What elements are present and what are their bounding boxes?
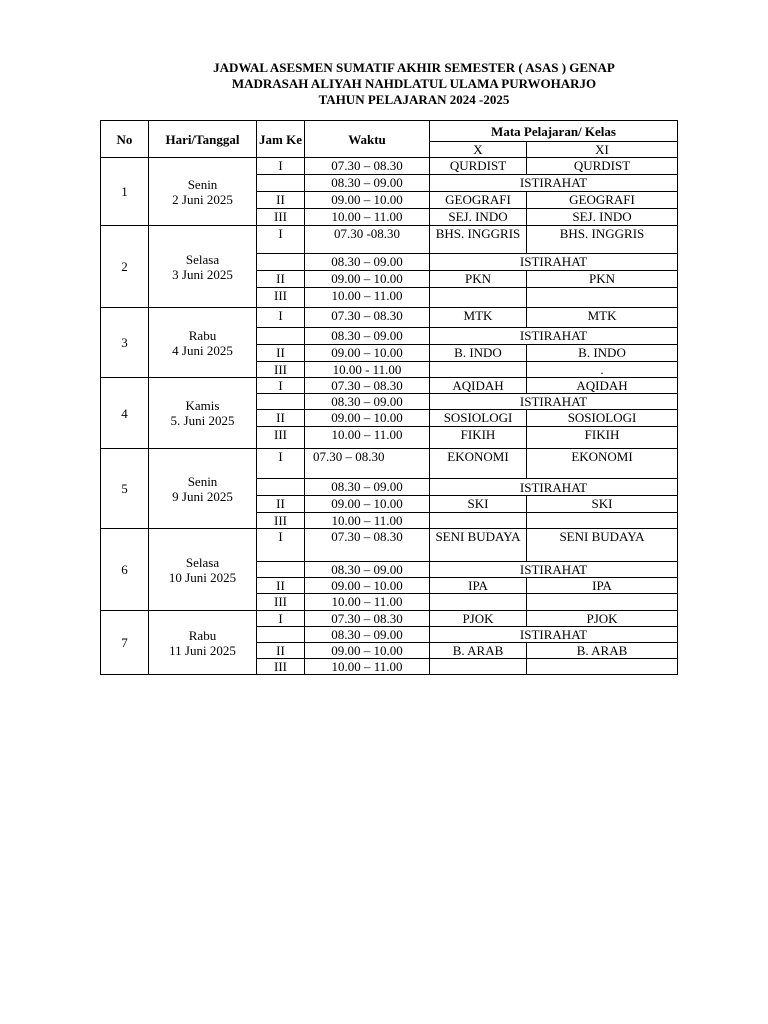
- cell-waktu: 10.00 – 11.00: [305, 513, 430, 529]
- table-row: [101, 308, 678, 328]
- cell-kelas-x: SENI BUDAYA: [430, 529, 527, 562]
- cell-waktu: 08.30 – 09.00: [305, 627, 430, 643]
- cell-istirahat: ISTIRAHAT: [430, 175, 678, 192]
- cell-jam: [257, 562, 305, 578]
- cell-waktu: 10.00 – 11.00: [305, 427, 430, 449]
- day-name: Selasa: [185, 251, 220, 267]
- cell-jam: I: [257, 378, 305, 394]
- title-line-1: JADWAL ASESMEN SUMATIF AKHIR SEMESTER ( ASAS ) GENAP: [213, 60, 615, 75]
- cell-kelas-xi: SOSIOLOGI: [527, 410, 678, 427]
- cell-kelas-x: IPA: [430, 578, 527, 594]
- cell-kelas-x: SOSIOLOGI: [430, 410, 527, 427]
- cell-waktu: 08.30 – 09.00: [305, 479, 430, 496]
- cell-hari-tanggal: [149, 378, 257, 449]
- cell-kelas-x: [430, 288, 527, 308]
- cell-kelas-x: FIKIH: [430, 427, 527, 449]
- day-name: Kamis: [185, 398, 220, 413]
- day-name: Senin: [187, 176, 218, 192]
- table-row: [101, 529, 678, 562]
- day-name: Senin: [187, 473, 218, 489]
- cell-no: 7: [101, 611, 149, 675]
- cell-waktu: 09.00 – 10.00: [305, 410, 430, 427]
- cell-no: 3: [101, 308, 149, 378]
- cell-kelas-xi: SKI: [527, 496, 678, 513]
- cell-jam: III: [257, 288, 305, 308]
- cell-kelas-xi: BHS. INGGRIS: [527, 226, 678, 254]
- cell-hari-tanggal: [149, 449, 257, 529]
- cell-kelas-x: [430, 594, 527, 611]
- day-name: Selasa: [185, 554, 220, 570]
- day-name: Rabu: [188, 327, 217, 343]
- cell-waktu: 09.00 – 10.00: [305, 643, 430, 659]
- header-kelas-x: X: [430, 142, 527, 158]
- table-row: [101, 449, 678, 479]
- cell-jam: II: [257, 345, 305, 362]
- day-date: 4 Juni 2025: [172, 342, 233, 358]
- cell-kelas-x: AQIDAH: [430, 378, 527, 394]
- day-date: 11 Juni 2025: [169, 642, 236, 658]
- cell-waktu: 08.30 – 09.00: [305, 328, 430, 345]
- cell-waktu: 07.30 – 08.30: [305, 308, 430, 328]
- cell-waktu: 07.30 – 08.30: [305, 378, 430, 394]
- cell-waktu: 08.30 – 09.00: [305, 394, 430, 410]
- cell-waktu: 09.00 – 10.00: [305, 192, 430, 209]
- cell-jam: I: [257, 226, 305, 254]
- cell-kelas-x: [430, 362, 527, 378]
- cell-kelas-xi: B. ARAB: [527, 643, 678, 659]
- schedule-body: [101, 158, 678, 675]
- day-name: Rabu: [188, 627, 217, 643]
- cell-jam: I: [257, 158, 305, 175]
- cell-kelas-xi: EKONOMI: [527, 449, 678, 479]
- cell-waktu: 07.30 – 08.30: [305, 611, 430, 627]
- cell-istirahat: ISTIRAHAT: [430, 328, 678, 345]
- cell-waktu: 08.30 – 09.00: [305, 254, 430, 271]
- cell-waktu: 07.30 -08.30: [305, 226, 430, 254]
- cell-no: 6: [101, 529, 149, 611]
- cell-kelas-xi: PJOK: [527, 611, 678, 627]
- cell-jam: [257, 394, 305, 410]
- cell-hari-tanggal: [149, 611, 257, 675]
- cell-kelas-xi: GEOGRAFI: [527, 192, 678, 209]
- header-mata-pelajaran: Mata Pelajaran/ Kelas: [430, 121, 678, 142]
- cell-waktu: 08.30 – 09.00: [305, 562, 430, 578]
- cell-jam: II: [257, 271, 305, 288]
- cell-istirahat: ISTIRAHAT: [430, 479, 678, 496]
- day-date: 10 Juni 2025: [168, 569, 237, 585]
- cell-kelas-x: BHS. INGGRIS: [430, 226, 527, 254]
- cell-waktu: 09.00 – 10.00: [305, 578, 430, 594]
- cell-kelas-xi: [527, 288, 678, 308]
- day-date: 3 Juni 2025: [172, 266, 233, 282]
- cell-jam: II: [257, 643, 305, 659]
- cell-kelas-xi: SEJ. INDO: [527, 209, 678, 226]
- cell-jam: I: [257, 529, 305, 562]
- title-line-2: MADRASAH ALIYAH NAHDLATUL ULAMA PURWOHARJO: [231, 76, 597, 91]
- header-waktu: Waktu: [305, 121, 430, 158]
- cell-jam: III: [257, 659, 305, 675]
- cell-kelas-x: SEJ. INDO: [430, 209, 527, 226]
- cell-istirahat: ISTIRAHAT: [430, 394, 678, 410]
- schedule-table: [100, 120, 678, 675]
- cell-kelas-x: [430, 659, 527, 675]
- cell-hari-tanggal: [149, 226, 257, 308]
- cell-kelas-xi: [527, 659, 678, 675]
- header-hari-tanggal: Hari/Tanggal: [149, 121, 257, 158]
- cell-no: 5: [101, 449, 149, 529]
- cell-jam: III: [257, 209, 305, 226]
- cell-jam: II: [257, 410, 305, 427]
- cell-kelas-xi: FIKIH: [527, 427, 678, 449]
- cell-jam: I: [257, 611, 305, 627]
- cell-jam: I: [257, 308, 305, 328]
- cell-waktu: 07.30 – 08.30: [305, 449, 430, 479]
- document-title: [100, 60, 728, 108]
- cell-hari-tanggal: [149, 158, 257, 226]
- cell-istirahat: ISTIRAHAT: [430, 627, 678, 643]
- day-date: 5. Juni 2025: [170, 413, 235, 428]
- table-row: [101, 378, 678, 394]
- cell-jam: [257, 254, 305, 271]
- cell-kelas-x: PKN: [430, 271, 527, 288]
- cell-kelas-xi: IPA: [527, 578, 678, 594]
- cell-kelas-x: MTK: [430, 308, 527, 328]
- cell-waktu: 10.00 - 11.00: [305, 362, 430, 378]
- cell-kelas-xi: QURDIST: [527, 158, 678, 175]
- cell-kelas-xi: B. INDO: [527, 345, 678, 362]
- cell-kelas-x: B. ARAB: [430, 643, 527, 659]
- cell-kelas-x: GEOGRAFI: [430, 192, 527, 209]
- cell-kelas-xi: .: [527, 362, 678, 378]
- table-row: [101, 158, 678, 175]
- title-line-3: TAHUN PELAJARAN 2024 -2025: [318, 92, 510, 107]
- cell-waktu: 10.00 – 11.00: [305, 594, 430, 611]
- cell-jam: [257, 175, 305, 192]
- cell-jam: III: [257, 513, 305, 529]
- day-date: 9 Juni 2025: [172, 488, 233, 504]
- cell-no: 4: [101, 378, 149, 449]
- cell-waktu: 09.00 – 10.00: [305, 271, 430, 288]
- cell-jam: III: [257, 594, 305, 611]
- cell-kelas-xi: [527, 513, 678, 529]
- cell-jam: III: [257, 362, 305, 378]
- cell-kelas-xi: AQIDAH: [527, 378, 678, 394]
- cell-waktu: 09.00 – 10.00: [305, 496, 430, 513]
- cell-hari-tanggal: [149, 529, 257, 611]
- cell-kelas-x: B. INDO: [430, 345, 527, 362]
- cell-kelas-x: [430, 513, 527, 529]
- header-jam-ke: Jam Ke: [257, 121, 305, 158]
- cell-kelas-xi: SENI BUDAYA: [527, 529, 678, 562]
- cell-jam: [257, 328, 305, 345]
- cell-waktu: 10.00 – 11.00: [305, 659, 430, 675]
- cell-kelas-xi: [527, 594, 678, 611]
- table-row: [101, 611, 678, 627]
- cell-waktu: 08.30 – 09.00: [305, 175, 430, 192]
- cell-jam: [257, 479, 305, 496]
- cell-istirahat: ISTIRAHAT: [430, 562, 678, 578]
- cell-kelas-xi: MTK: [527, 308, 678, 328]
- cell-waktu: 10.00 – 11.00: [305, 288, 430, 308]
- cell-jam: II: [257, 578, 305, 594]
- cell-jam: II: [257, 496, 305, 513]
- cell-jam: [257, 627, 305, 643]
- cell-waktu: 07.30 – 08.30: [305, 529, 430, 562]
- cell-no: 2: [101, 226, 149, 308]
- header-no: No: [101, 121, 149, 158]
- cell-istirahat: ISTIRAHAT: [430, 254, 678, 271]
- table-row: [101, 226, 678, 254]
- cell-jam: III: [257, 427, 305, 449]
- cell-kelas-x: EKONOMI: [430, 449, 527, 479]
- cell-waktu: 10.00 – 11.00: [305, 209, 430, 226]
- cell-waktu: 07.30 – 08.30: [305, 158, 430, 175]
- cell-kelas-x: PJOK: [430, 611, 527, 627]
- cell-kelas-x: QURDIST: [430, 158, 527, 175]
- cell-jam: I: [257, 449, 305, 479]
- day-date: 2 Juni 2025: [172, 191, 233, 207]
- cell-hari-tanggal: [149, 308, 257, 378]
- cell-no: 1: [101, 158, 149, 226]
- cell-jam: II: [257, 192, 305, 209]
- cell-kelas-xi: PKN: [527, 271, 678, 288]
- cell-waktu: 09.00 – 10.00: [305, 345, 430, 362]
- cell-kelas-x: SKI: [430, 496, 527, 513]
- header-kelas-xi: XI: [527, 142, 678, 158]
